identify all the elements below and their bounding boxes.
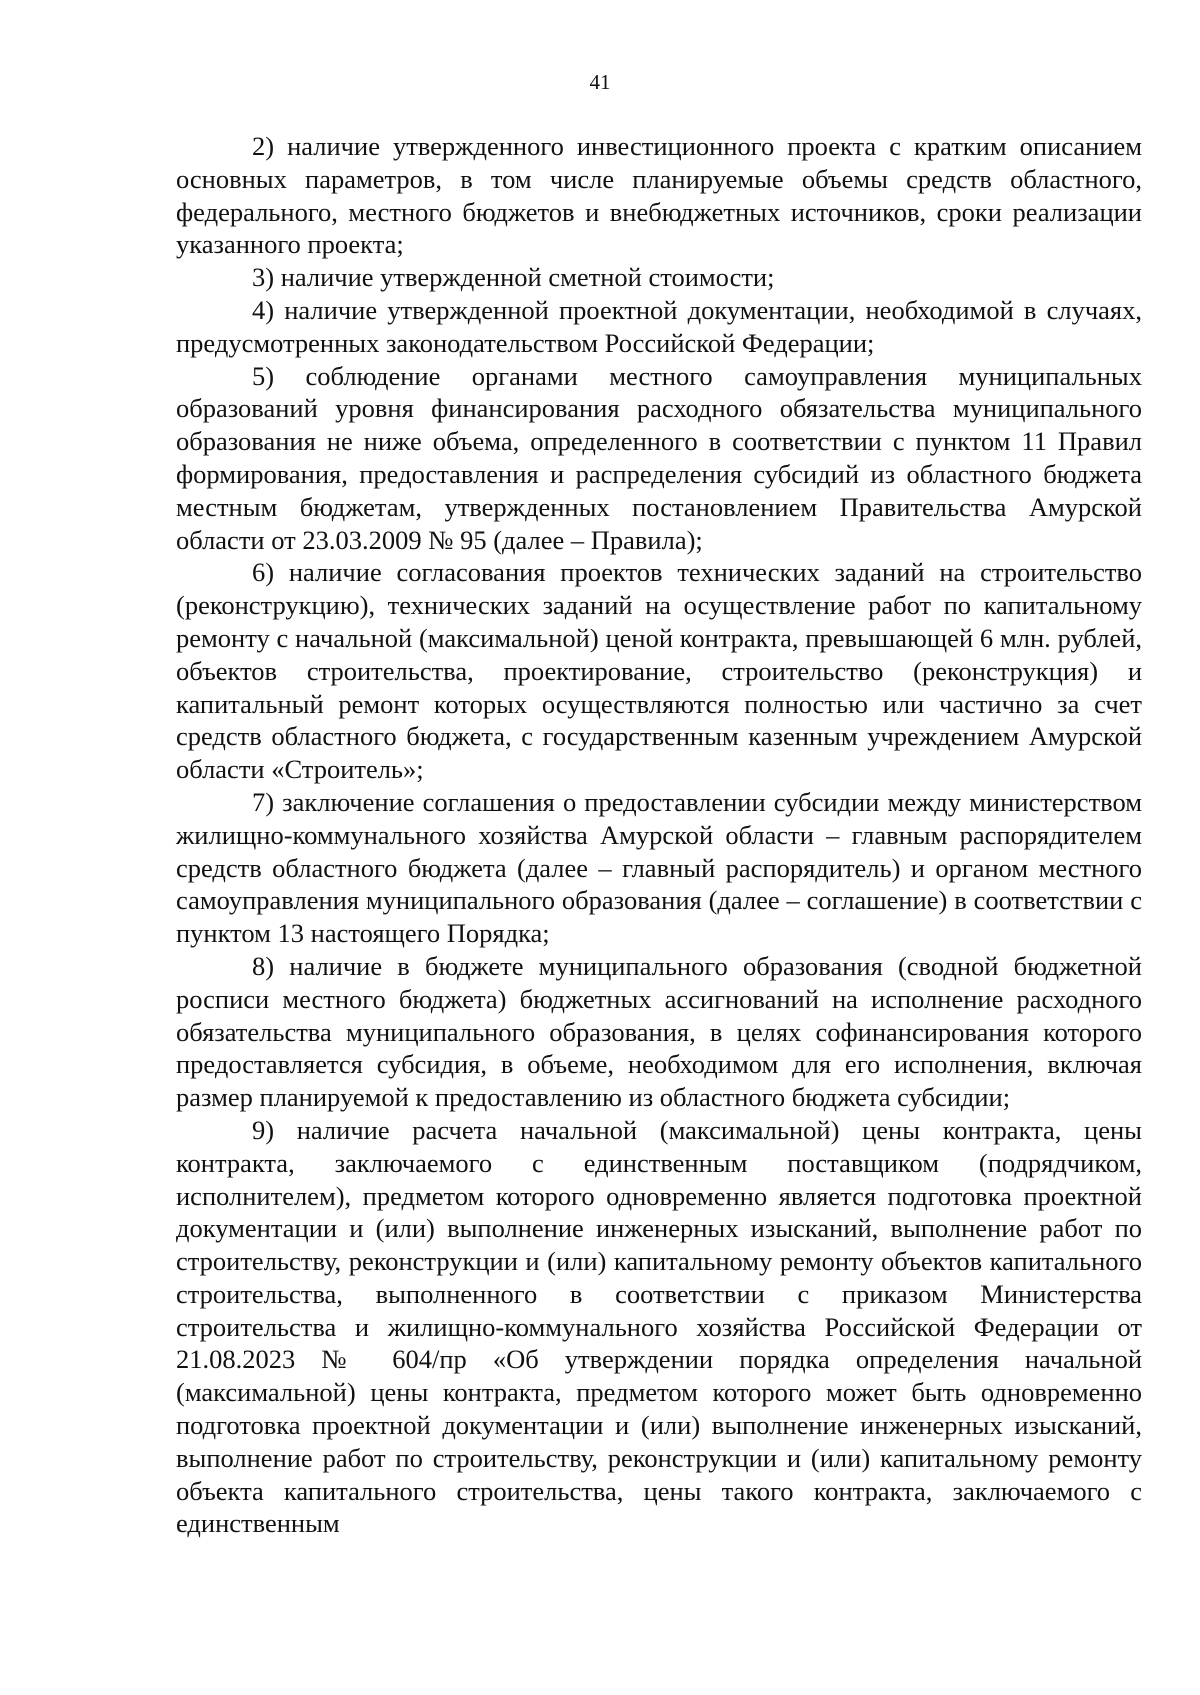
page-number: 41 (589, 70, 611, 94)
paragraph-item-2: 2) наличие утвержденного инвестиционного проекта с кратким описанием основных параметров, в том числе планируемые объемы средств областного, федерального, местного бюджетов и внебюджетных источников, сроки реализации указанного проекта; (176, 131, 1142, 260)
paragraph-item-4: 4) наличие утвержденной проектной документации, необходимой в случаях, предусмотренных законодательством Российской Федерации; (176, 294, 1142, 358)
paragraph-item-7: 7) заключение соглашения о предоставлении субсидии между министерством жилищно-коммунального хозяйства Амурской области – главным распорядителем средств областного бюджета (далее – главный распорядитель) и органом местного самоуправления муниципального образования (далее – соглашение) в соответствии с пунктом 13 настоящего Порядка; (176, 786, 1142, 949)
paragraph-item-6: 6) наличие согласования проектов технических заданий на строительство (реконструкцию), технических заданий на осуществление работ по капитальному ремонту с начальной (максимальной) ценой контракта, превышающей 6 млн. рублей, объектов строительства, проектирование, строительство (реконструкция) и капитальный ремонт которых осуществляются полностью или частично за счет средств областного бюджета, с государственным казенным учреждением Амурской области «Строитель»; (176, 557, 1142, 785)
paragraph-item-3: 3) наличие утвержденной сметной стоимости; (252, 262, 775, 293)
paragraph-item-9: 9) наличие расчета начальной (максимальной) цены контракта, цены контракта, заключаемого с единственным поставщиком (подрядчиком, исполнителем), предметом которого одновременно является подготовка проектной документации и (или) выполнение инженерных изысканий, выполнение работ по строительству, реконструкции и (или) капитальному ремонту объектов капитального строительства, выполненного в соответствии с приказом Министерства строительства и жилищно-коммунального хозяйства Российской Федерации от 21.08.2023 № 604/пр «Об утверждении порядка определения начальной (максимальной) цены контракта, предметом которого может быть одновременно подготовка проектной документации и (или) выполнение инженерных изысканий, выполнение работ по строительству, реконструкции и (или) капитальному ремонту объекта капитального строительства, цены такого контракта, заключаемого с единственным (176, 1114, 1142, 1539)
document-body (176, 130, 1142, 1540)
paragraph-item-5: 5) соблюдение органами местного самоуправления муниципальных образований уровня финансирования расходного обязательства муниципального образования не ниже объема, определенного в соответствии с пунктом 11 Правил формирования, предоставления и распределения субсидий из областного бюджета местным бюджетам, утвержденных постановлением Правительства Амурской области от 23.03.2009 № 95 (далее – Правила); (176, 360, 1142, 555)
paragraph-item-8: 8) наличие в бюджете муниципального образования (сводной бюджетной росписи местного бюджета) бюджетных ассигнований на исполнение расходного обязательства муниципального образования, в целях софинансирования которого предоставляется субсидия, в объеме, необходимом для его исполнения, включая размер планируемой к предоставлению из областного бюджета субсидии; (176, 950, 1142, 1113)
